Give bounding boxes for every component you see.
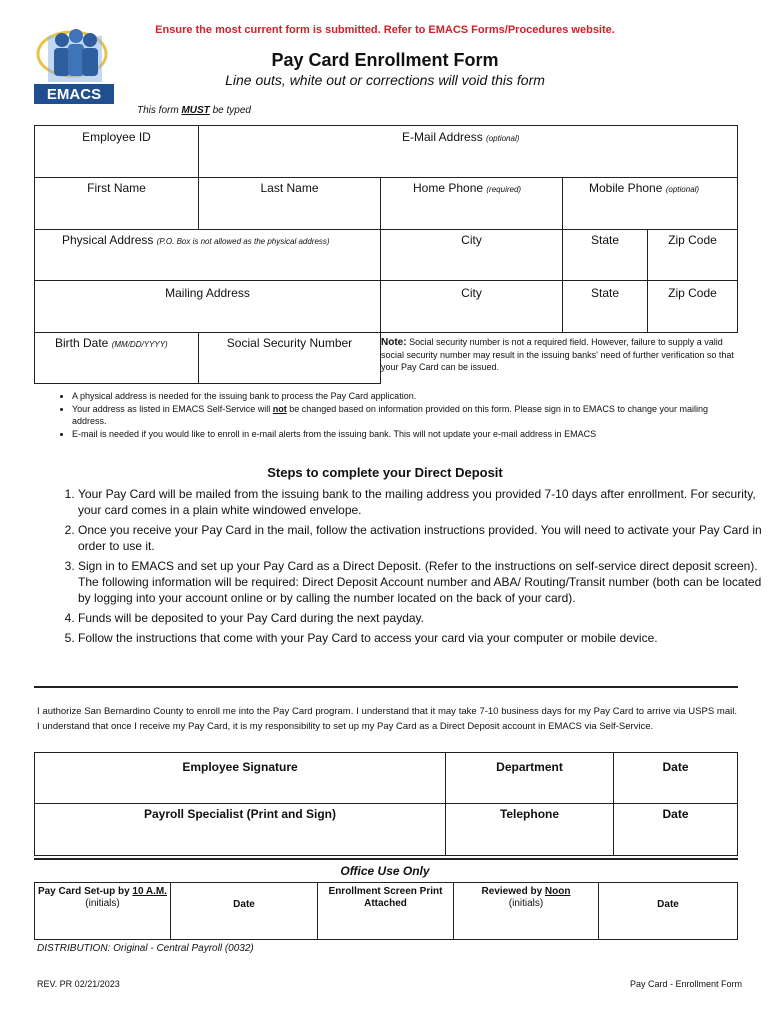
step-item: 3. Sign in to EMACS and set up your Pay Card as a Direct Deposit. (Refer to the instructions on self-service direct deposit screen). The following information will be required: Direct Deposit Account number and ABA/ Routing/Transit number (both can be located by logging into your account online or by calling the number located on the back of your card). [78, 558, 768, 606]
typed-suffix: be typed [209, 105, 251, 116]
physical-city-field[interactable] [380, 229, 563, 281]
mailing-city-label: City [461, 286, 482, 300]
office-use-title: Office Use Only [340, 864, 430, 878]
setup-label-text: Pay Card Set-up by [37, 886, 133, 897]
steps-title: Steps to complete your Direct Deposit [267, 465, 503, 480]
address-info-bullets [58, 390, 732, 441]
physical-address-field[interactable] [34, 229, 381, 281]
reviewed-label [454, 886, 598, 898]
birth-date-format: (MM/DD/YYYY) [111, 340, 168, 349]
reviewed-time: Noon [544, 886, 571, 897]
mailing-address-label: Mailing Address [165, 286, 250, 300]
mailing-address-field[interactable] [34, 280, 381, 333]
list-item [72, 403, 732, 427]
ssn-field[interactable] [198, 332, 381, 384]
revision-label: REV. PR 02/21/2023 [37, 979, 120, 989]
signature-date-field[interactable] [613, 752, 738, 804]
payroll-specialist-field[interactable] [34, 803, 446, 856]
bullet-2-pre: Your address as listed in EMACS Self-Service will [72, 404, 273, 414]
birth-date-field[interactable] [34, 332, 199, 384]
reviewed-initials: (initials) [508, 898, 544, 909]
authorization-text: I authorize San Bernardino County to enroll me into the Pay Card program. I understand that it may take 7-10 business days for my Pay Card to arrive via USPS mail. I understand that once I receive my Pay Card, it is my responsibility to set up my Pay Card as a Direct Deposit account in EMACS via Self-Service. [37, 706, 737, 732]
steps-list [40, 486, 768, 650]
home-phone-label-text: Home Phone [413, 181, 484, 195]
email-optional: (optional) [486, 134, 520, 143]
specialist-date-label: Date [662, 807, 689, 821]
mobile-phone-field[interactable] [562, 177, 738, 230]
first-name-field[interactable] [34, 177, 199, 230]
office-date-field[interactable] [170, 882, 318, 940]
step-item: 1. Your Pay Card will be mailed from the issuing bank to the mailing address you provided 7-10 days after enrollment. For security, your card comes in a plain white windowed envelope. [78, 486, 768, 518]
home-phone-required: (required) [486, 185, 522, 194]
signature-date-label: Date [662, 760, 689, 774]
mailing-state-field[interactable] [562, 280, 648, 333]
home-phone-field[interactable] [380, 177, 563, 230]
current-form-notice: Ensure the most current form is submitted. Refer to EMACS Forms/Procedures website. [155, 24, 615, 36]
email-label [402, 130, 519, 144]
enrollment-screen-label: Enrollment Screen Print Attached [328, 886, 443, 909]
step-item: 4. Funds will be deposited to your Pay Card during the next payday. [78, 610, 768, 626]
last-name-label: Last Name [260, 181, 319, 195]
physical-address-label-text: Physical Address [62, 233, 154, 247]
reviewed-label-text: Reviewed by [481, 886, 545, 897]
employee-signature-label: Employee Signature [182, 760, 298, 774]
last-name-field[interactable] [198, 177, 381, 230]
note-label: Note: [381, 337, 407, 348]
employee-signature-field[interactable] [34, 752, 446, 804]
physical-state-field[interactable] [562, 229, 648, 281]
enrollment-screen-field[interactable] [317, 882, 454, 940]
physical-address-note: (P.O. Box is not allowed as the physical address) [156, 237, 330, 246]
mailing-city-field[interactable] [380, 280, 563, 333]
reviewed-by-field[interactable] [453, 882, 599, 940]
bullet-2-post: be changed based on information provided on this form. Please sign in to EMACS to change your mailing address. [72, 404, 708, 426]
first-name-label: First Name [87, 181, 146, 195]
birth-date-label [55, 336, 168, 350]
typed-emphasis: MUST [181, 105, 210, 116]
mobile-phone-label [589, 181, 699, 195]
typed-requirement [137, 105, 251, 116]
setup-time: 10 A.M. [132, 886, 168, 897]
physical-zip-field[interactable] [647, 229, 738, 281]
form-title: Pay Card Enrollment Form [271, 50, 499, 70]
paycard-setup-field[interactable] [34, 882, 171, 940]
office-date-label: Date [233, 899, 255, 910]
distribution-note: DISTRIBUTION: Original - Central Payroll (0032) [37, 943, 254, 954]
home-phone-label [413, 181, 521, 195]
note-text: Social security number is not a required field. However, failure to supply a valid social security number may result in the issuing banks' need of further verification so that your Pay Card can be issued. [381, 337, 734, 372]
setup-label [35, 886, 170, 898]
email-field[interactable] [198, 125, 738, 178]
list-item: • E-mail is needed if you would like to enroll in e-mail alerts from the issuing bank. This will not update your e-mail address in EMACS [72, 428, 732, 440]
mailing-state-label: State [590, 286, 620, 300]
setup-initials: (initials) [85, 898, 120, 909]
physical-state-label: State [590, 233, 620, 247]
department-field[interactable] [445, 752, 614, 804]
mailing-zip-field[interactable] [647, 280, 738, 333]
list-item: • A physical address is needed for the issuing bank to process the Pay Card application. [72, 390, 732, 402]
signature-divider [34, 858, 738, 860]
reviewed-date-label: Date [657, 899, 679, 910]
step-item: 2. Once you receive your Pay Card in the mail, follow the activation instructions provided. You will need to activate your Pay Card in order to use it. [78, 522, 768, 554]
physical-zip-label: Zip Code [668, 233, 717, 247]
step-item: 5. Follow the instructions that come with your Pay Card to access your card via your computer or mobile device. [78, 630, 768, 646]
employee-id-label: Employee ID [82, 130, 151, 144]
ssn-note [381, 336, 741, 373]
telephone-field[interactable] [445, 803, 614, 856]
email-label-text: E-Mail Address [402, 130, 483, 144]
mailing-zip-label: Zip Code [668, 286, 717, 300]
logo-text: EMACS [46, 86, 102, 103]
ssn-label: Social Security Number [226, 336, 353, 350]
employee-id-field[interactable] [34, 125, 199, 178]
telephone-label: Telephone [499, 807, 560, 821]
bullet-2-emphasis: not [272, 404, 287, 414]
payroll-specialist-label: Payroll Specialist (Print and Sign) [143, 807, 337, 821]
typed-prefix: This form [137, 105, 182, 116]
physical-city-label: City [461, 233, 482, 247]
reviewed-date-field[interactable] [598, 882, 738, 940]
specialist-date-field[interactable] [613, 803, 738, 856]
mobile-phone-optional: (optional) [665, 185, 700, 194]
authorization-divider [34, 686, 738, 688]
form-footer-name: Pay Card - Enrollment Form [629, 979, 742, 989]
birth-date-label-text: Birth Date [55, 336, 109, 350]
form-subtitle: Line outs, white out or corrections will void this form [225, 72, 545, 88]
department-label: Department [496, 760, 563, 774]
physical-address-label [62, 233, 330, 247]
mobile-phone-label-text: Mobile Phone [589, 181, 663, 195]
